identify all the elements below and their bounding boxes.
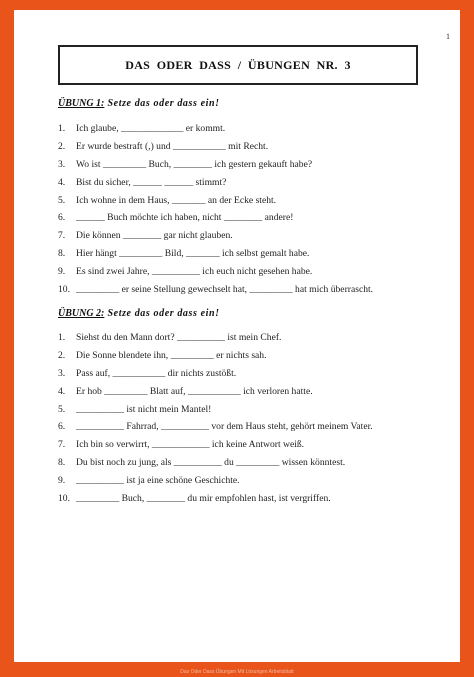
item-sentence: Es sind zwei Jahre, __________ ich euch nicht gesehen habe. [76,265,313,277]
exercise-item [58,280,448,298]
item-sentence: __________ ist nicht mein Mantel! [76,403,212,415]
exercise-item [58,471,448,489]
exercise-item [58,173,448,191]
item-number: 8. [58,247,66,259]
exercise-item [58,365,448,383]
exercise-1-list [58,120,448,298]
item-sentence: ______ Buch möchte ich haben, nicht ________ andere! [76,212,294,224]
exercise-item [58,454,448,472]
exercise-item [58,436,448,454]
exercise-item [58,120,448,138]
exercise-item [58,347,448,365]
item-number: 1. [58,332,66,344]
exercise-item [58,209,448,227]
exercise-item [58,418,448,436]
item-number: 2. [58,350,66,362]
exercise-item [58,400,448,418]
item-number: 1. [58,123,66,135]
exercise-2-list [58,329,448,507]
item-number: 3. [58,367,66,379]
exercise-2-heading [58,308,220,319]
item-number: 10. [58,283,70,295]
exercise-2-label: ÜBUNG 2: [58,308,105,319]
item-number: 8. [58,456,66,468]
item-number: 9. [58,474,66,486]
footer-caption: Das Oder Dass Übungen Mit Lösungen Arbeitsblatt [180,669,294,675]
item-number: 7. [58,230,66,242]
item-sentence: Die können ________ gar nicht glauben. [76,230,233,242]
item-sentence: _________ er seine Stellung gewechselt hat, _________ hat mich überrascht. [76,283,374,295]
item-sentence: __________ Fahrrad, __________ vor dem Haus steht, gehört meinem Vater. [76,421,373,433]
item-number: 5. [58,403,66,415]
exercise-item [58,138,448,156]
title-box [58,45,418,85]
item-sentence: Hier hängt _________ Bild, _______ ich selbst gemalt habe. [76,247,310,259]
exercise-item [58,329,448,347]
item-number: 6. [58,212,66,224]
exercise-1-label: ÜBUNG 1: [58,98,105,109]
item-number: 10. [58,492,70,504]
exercise-item [58,227,448,245]
exercise-item [58,245,448,263]
item-sentence: Die Sonne blendete ihn, _________ er nichts sah. [76,350,267,362]
item-number: 7. [58,439,66,451]
page-number: 1 [446,32,450,41]
item-sentence: Er wurde bestraft (,) und ___________ mit Recht. [76,141,269,153]
item-number: 6. [58,421,66,433]
item-sentence: Ich bin so verwirrt, ____________ ich keine Antwort weiß. [76,439,305,451]
exercise-item [58,156,448,174]
exercise-1-instruction: Setze das oder dass ein! [104,98,220,109]
item-number: 3. [58,158,66,170]
item-sentence: Du bist noch zu jung, als __________ du _________ wissen könntest. [76,456,346,468]
item-number: 9. [58,265,66,277]
item-sentence: __________ ist ja eine schöne Geschichte. [76,474,240,486]
item-sentence: Ich glaube, _____________ er kommt. [76,123,226,135]
exercise-item [58,382,448,400]
item-number: 4. [58,176,66,188]
exercise-item [58,489,448,507]
item-sentence: Pass auf, ___________ dir nichts zustößt. [76,367,237,379]
item-number: 5. [58,194,66,206]
item-sentence: Bist du sicher, ______ ______ stimmt? [76,176,227,188]
item-number: 4. [58,385,66,397]
item-sentence: _________ Buch, ________ du mir empfohlen hast, ist vergriffen. [76,492,331,504]
item-sentence: Wo ist _________ Buch, ________ ich gestern gekauft habe? [76,158,313,170]
exercise-1-heading [58,98,220,109]
item-sentence: Siehst du den Mann dort? __________ ist mein Chef. [76,332,282,344]
exercise-2-instruction: Setze das oder dass ein! [104,308,220,319]
exercise-item [58,191,448,209]
worksheet-page [14,10,460,662]
item-sentence: Er hob _________ Blatt auf, ___________ ich verloren hatte. [76,385,313,397]
item-number: 2. [58,141,66,153]
worksheet-title: DAS ODER DASS / ÜBUNGEN NR. 3 [125,57,351,72]
item-sentence: Ich wohne in dem Haus, _______ an der Ecke steht. [76,194,277,206]
exercise-item [58,262,448,280]
